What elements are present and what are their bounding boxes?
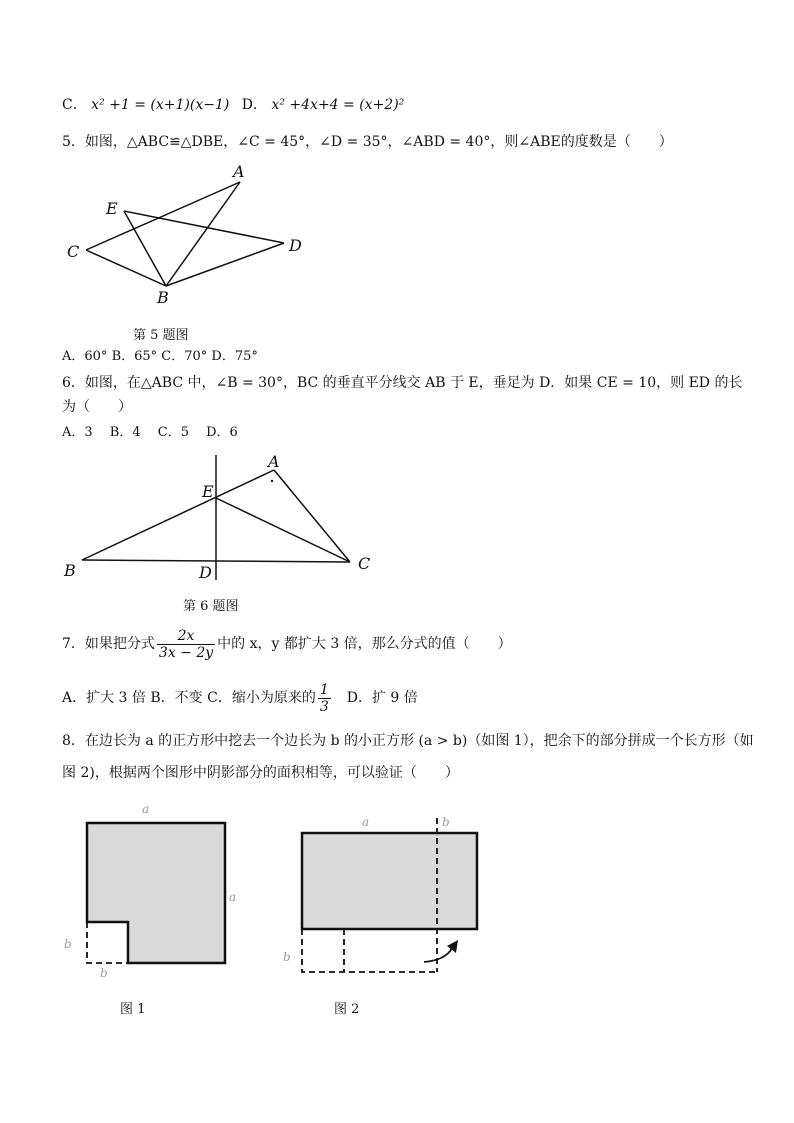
rotate-arrow-icon bbox=[424, 948, 452, 962]
q7-options-post: D．扩 9 倍 bbox=[332, 690, 418, 706]
q8-fig1-label-right: a bbox=[229, 890, 237, 904]
q7-options-fraction-den: 3 bbox=[319, 698, 329, 715]
q6-label-e: E bbox=[202, 482, 214, 501]
q5-label-a: A bbox=[233, 162, 245, 181]
q8-stem-line2: 图 2)，根据两个图形中阴影部分的面积相等，可以验证（ ） bbox=[62, 765, 459, 781]
q6-label-b: B bbox=[64, 561, 76, 580]
q6-options: A．3 B．4 C．5 D．6 bbox=[62, 425, 238, 440]
q5-label-c: C bbox=[67, 242, 80, 261]
q8-fig2-label-top-a: a bbox=[362, 815, 370, 829]
q7-options-pre: A．扩大 3 倍 B．不变 C．缩小为原来的 bbox=[62, 690, 316, 706]
q8-fig1-caption: 图 1 bbox=[120, 1002, 146, 1017]
q8-stem-line1: 8．在边长为 a 的正方形中挖去一个边长为 b 的小正方形 (a > b)（如图 1），把余下的部分拼成一个长方形（如 bbox=[62, 733, 754, 749]
q8-fig1-label-top: a bbox=[142, 802, 150, 816]
q5-label-b: B bbox=[157, 288, 169, 307]
q5-caption: 第 5 题图 bbox=[133, 328, 189, 343]
q6-stem-line2: 为（ ） bbox=[62, 399, 132, 415]
q7-stem-post: 中的 x，y 都扩大 3 倍，那么分式的值（ ） bbox=[217, 636, 512, 652]
q8-fig2-label-left: b bbox=[283, 950, 291, 964]
q4-option-d-expr: x² +4x+4 = (x+2)² bbox=[271, 97, 405, 113]
q5-stem: 5．如图，△ABC≌△DBE，∠C = 45°，∠D = 35°，∠ABD = 40°，则∠ABE的度数是（ ） bbox=[62, 134, 673, 150]
q8-fig2-label-top-b: b bbox=[442, 815, 450, 829]
q7-fraction-den: 3x − 2y bbox=[158, 644, 214, 661]
q6-stem-line1: 6．如图，在△ABC 中，∠B = 30°，BC 的垂直平分线交 AB 于 E，垂足为 D．如果 CE = 10，则 ED 的长 bbox=[62, 375, 743, 391]
q6-label-d: D bbox=[199, 563, 212, 582]
q7-stem-pre: 7．如果把分式 bbox=[62, 636, 155, 652]
q4-option-d-label: D． bbox=[241, 97, 267, 113]
q4-option-c-label: C． bbox=[62, 97, 87, 113]
q8-fig1-label-bottom: b bbox=[100, 966, 108, 980]
q5-label-d: D bbox=[289, 236, 302, 255]
q7-options-fraction-num: 1 bbox=[319, 681, 329, 698]
q7-fraction-num: 2x bbox=[157, 628, 215, 645]
q5-label-e: E bbox=[106, 199, 118, 218]
q5-options: A．60° B．65° C．70° D．75° bbox=[62, 349, 258, 364]
q6-label-a: A bbox=[268, 452, 280, 471]
q4-option-c-expr: x² +1 = (x+1)(x−1) bbox=[91, 97, 230, 113]
q8-fig2-caption: 图 2 bbox=[334, 1002, 360, 1017]
q8-fig1-label-left: b bbox=[64, 937, 72, 951]
q6-label-c: C bbox=[358, 554, 371, 573]
q6-caption: 第 6 题图 bbox=[183, 599, 239, 614]
